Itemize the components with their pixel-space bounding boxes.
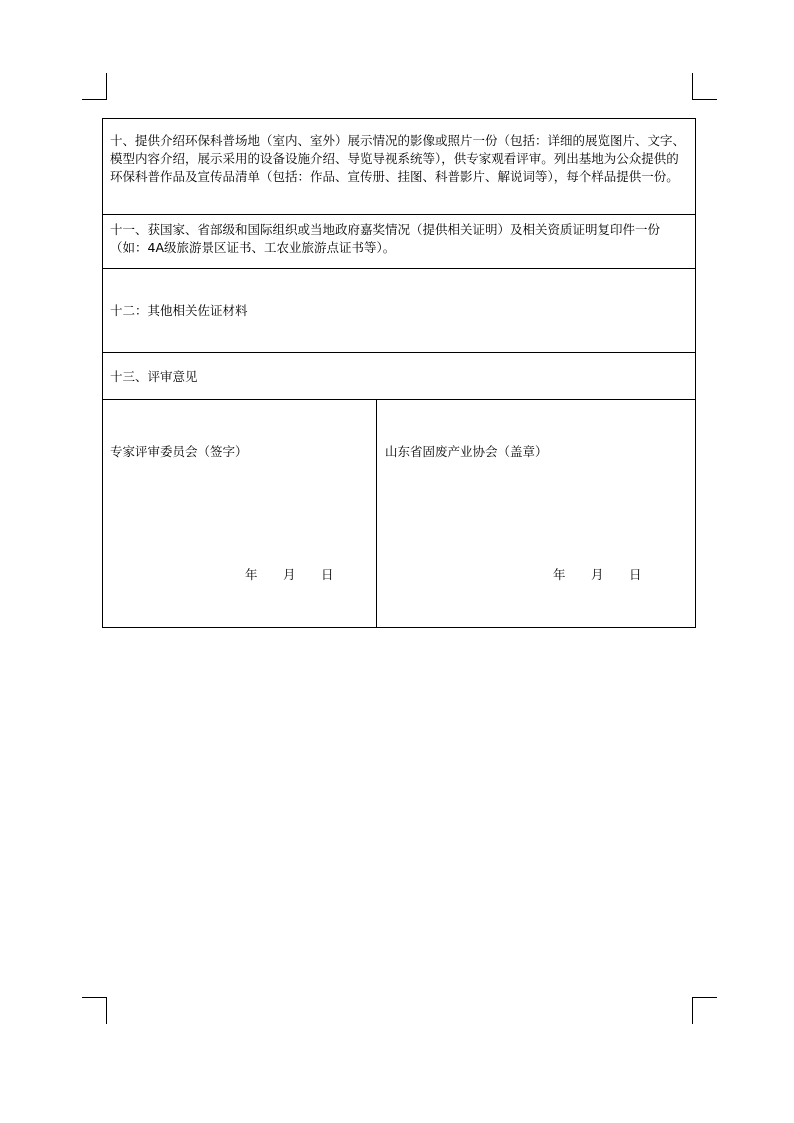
month-label: 月: [591, 567, 604, 582]
expert-committee-label: 专家评审委员会（签字）: [110, 444, 248, 459]
item-13-text: 十三、评审意见: [110, 369, 198, 384]
form-row-item-13: [103, 353, 695, 400]
expert-date: [245, 566, 359, 584]
item-11-text: 十一、获国家、省部级和国际组织或当地政府嘉奖情况（提供相关证明）及相关资质证明复印件一份（如：4A级旅游景区证书、工农业旅游点证书等）。: [110, 222, 661, 255]
year-label: 年: [553, 567, 566, 582]
form-row-item-10: [103, 119, 695, 215]
item-10-text: 十、提供介绍环保科普场地（室内、室外）展示情况的影像或照片一份（包括：详细的展览图片、文字、模型内容介绍，展示采用的设备设施介绍、导览导视系统等），供专家观看评审。列出基地为公众提供的环保科普作品及宣传品清单（包括：作品、宣传册、挂图、科普影片、解说词等），每个样品提供一份。: [110, 133, 686, 184]
day-label: 日: [321, 567, 334, 582]
application-form-table: [102, 118, 696, 628]
item-12-text: 十二：其他相关佐证材料: [110, 303, 248, 318]
expert-signature-cell[interactable]: [103, 400, 377, 627]
form-row-item-11: [103, 215, 695, 269]
association-date: [553, 566, 667, 584]
signature-row: [103, 400, 695, 627]
association-seal-cell[interactable]: [377, 400, 695, 627]
association-label: 山东省固废产业协会（盖章）: [385, 444, 548, 459]
day-label: 日: [629, 567, 642, 582]
form-row-item-12: [103, 269, 695, 353]
year-label: 年: [245, 567, 258, 582]
crop-mark-bottom-right: [692, 997, 717, 1024]
month-label: 月: [283, 567, 296, 582]
crop-mark-bottom-left: [82, 997, 107, 1024]
crop-mark-top-left: [82, 73, 107, 100]
crop-mark-top-right: [692, 73, 717, 100]
